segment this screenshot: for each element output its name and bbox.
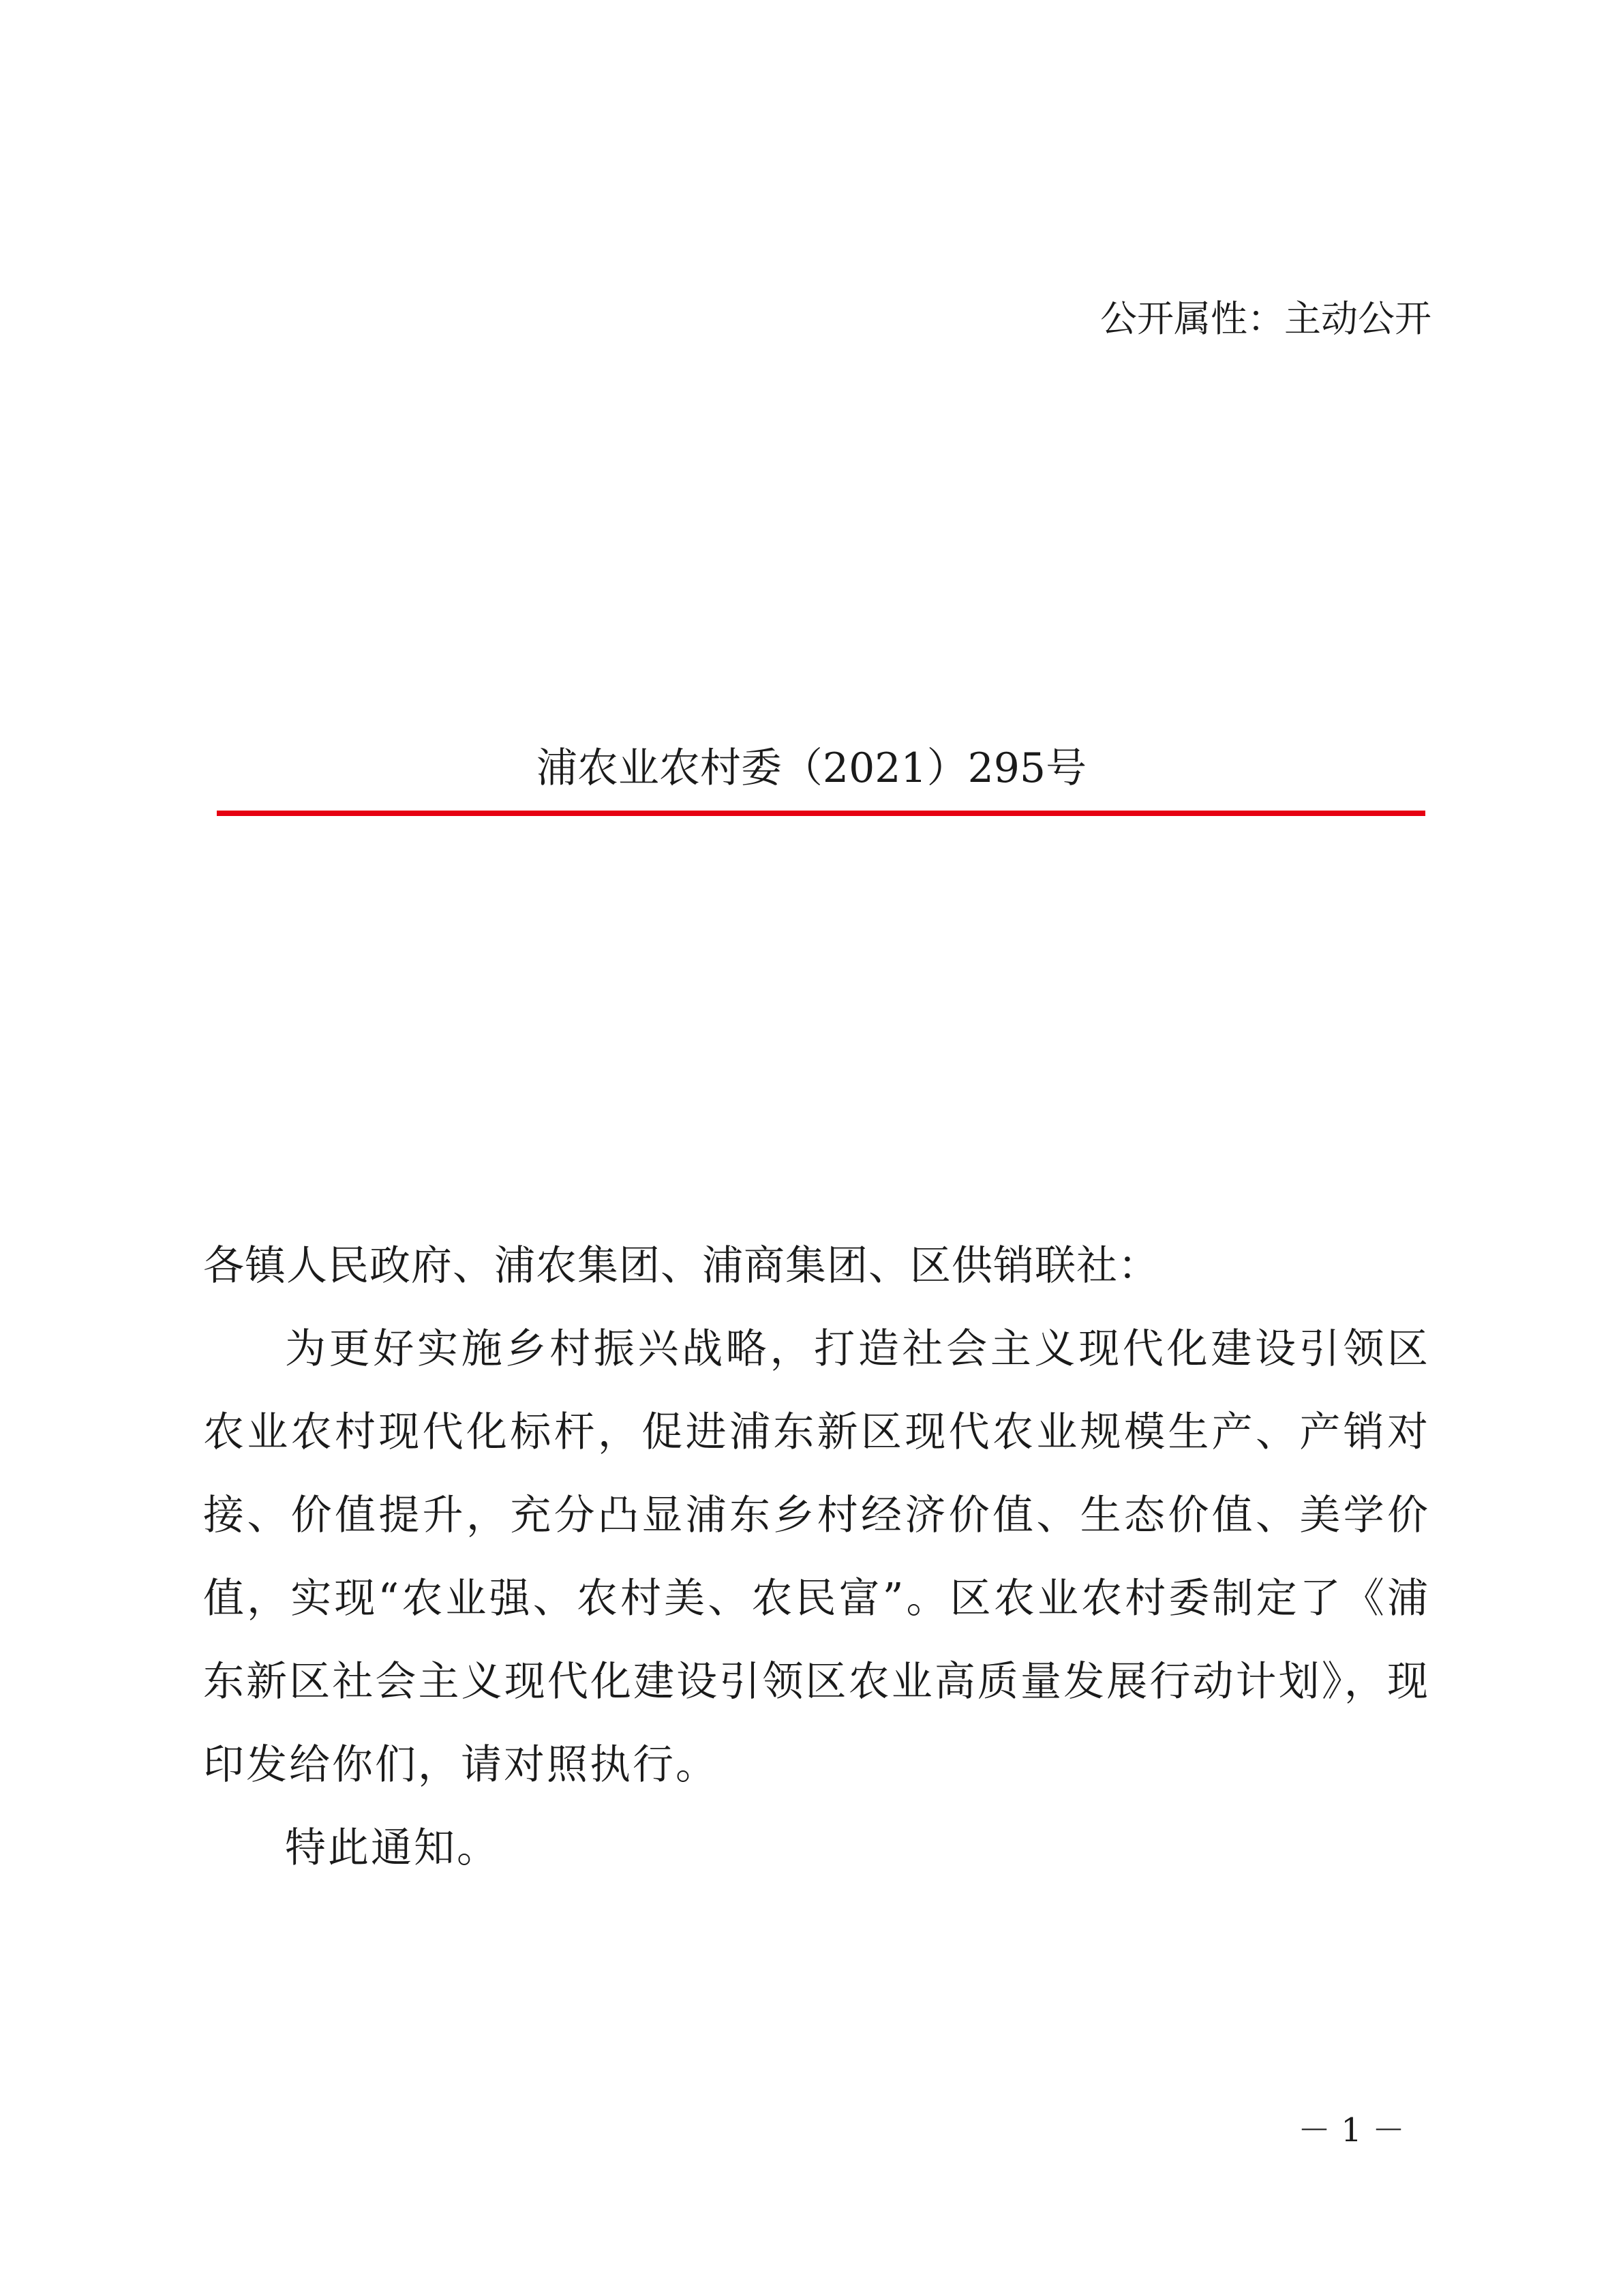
red-separator-line [217, 811, 1425, 816]
disclosure-attribute: 公开属性：主动公开 [1100, 297, 1431, 340]
document-body [203, 1224, 1430, 1890]
closing-paragraph: 特此通知。 [285, 1824, 500, 1872]
body-paragraph: 为更好实施乡村振兴战略，打造社会主义现代化建设引领区农业农村现代化标杆，促进浦东新区现代农业规模生产、产销对接、价值提升，充分凸显浦东乡村经济价值、生态价值、美学价值，实现“农业强、农村美、农民富”。区农业农村委制定了《浦东新区社会主义现代化建设引领区农业高质量发展行动计划》，现印发给你们，请对照执行。 [203, 1325, 1430, 1789]
page-number: － 1 － [1297, 2111, 1405, 2149]
addressee: 各镇人民政府、浦农集团、浦商集团、区供销联社： [203, 1242, 1159, 1290]
document-number: 浦农业农村委（2021）295号 [536, 744, 1087, 792]
